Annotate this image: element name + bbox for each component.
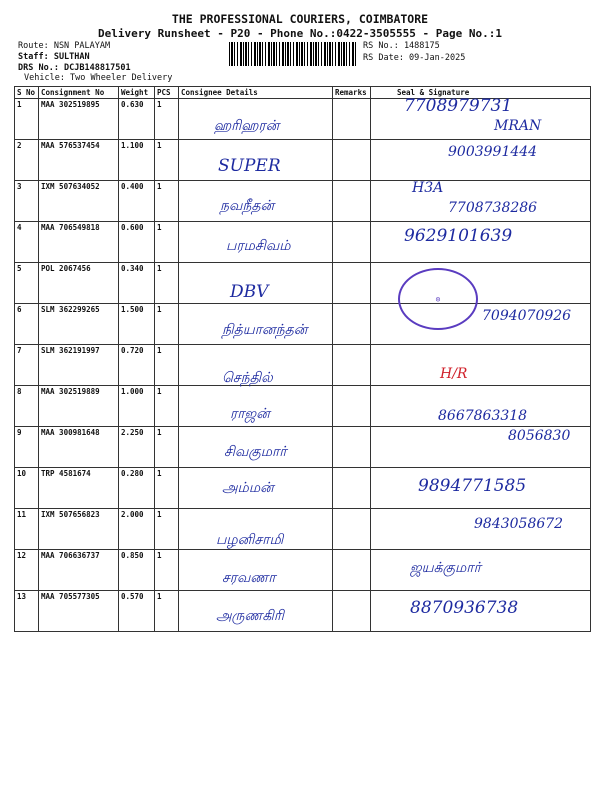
barcode [229, 42, 357, 66]
cell-consignment-no: MAA 300981648 [39, 427, 119, 468]
cell-pcs: 1 [155, 181, 179, 222]
col-sno: S No [15, 87, 39, 99]
cell-sno: 4 [15, 222, 39, 263]
handwritten-consignee-3: நவநீதன் [220, 198, 275, 214]
cell-pcs: 1 [155, 509, 179, 550]
cell-weight: 1.500 [119, 304, 155, 345]
cell-weight: 2.250 [119, 427, 155, 468]
cell-sno: 3 [15, 181, 39, 222]
cell-sno: 5 [15, 263, 39, 304]
col-consignee-details: Consignee Details [179, 87, 333, 99]
cell-consignment-no: IXM 507634052 [39, 181, 119, 222]
col-pcs: PCS [155, 87, 179, 99]
cell-remarks [333, 509, 371, 550]
cell-remarks [333, 427, 371, 468]
col-seal-signature: Seal & Signature [371, 87, 591, 99]
cell-weight: 0.850 [119, 550, 155, 591]
cell-consignment-no: SLM 362191997 [39, 345, 119, 386]
handwritten-consignee-8: ராஜன் [230, 406, 270, 422]
table-row [15, 427, 591, 468]
handwritten-consignee-9: சிவகுமார் [224, 444, 287, 460]
cell-weight: 0.280 [119, 468, 155, 509]
handwritten-phone-11: 9843058672 [474, 516, 564, 532]
cell-remarks [333, 386, 371, 427]
cell-sno: 10 [15, 468, 39, 509]
handwritten-sign-1: MRAN [494, 118, 542, 134]
handwritten-consignee-7: செந்தில் [222, 370, 273, 386]
rs-number: RS No.: 1488175 [363, 41, 440, 51]
route-label: Route: NSN PALAYAM [18, 41, 111, 51]
table-row [15, 550, 591, 591]
cell-pcs: 1 [155, 345, 179, 386]
cell-consignment-no: MAA 706636737 [39, 550, 119, 591]
handwritten-phone-8: 8667863318 [438, 408, 528, 424]
handwritten-phone-9: 8056830 [508, 428, 571, 444]
table-row [15, 263, 591, 304]
cell-remarks [333, 140, 371, 181]
handwritten-consignee-11: பழனிசாமி [216, 532, 284, 548]
cell-consignment-no: MAA 576537454 [39, 140, 119, 181]
cell-pcs: 1 [155, 263, 179, 304]
col-weight: Weight [119, 87, 155, 99]
cell-sno: 2 [15, 140, 39, 181]
cell-pcs: 1 [155, 591, 179, 632]
table-row [15, 345, 591, 386]
cell-consignment-no: POL 2067456 [39, 263, 119, 304]
cell-pcs: 1 [155, 99, 179, 140]
cell-remarks [333, 345, 371, 386]
cell-pcs: 1 [155, 550, 179, 591]
cell-pcs: 1 [155, 304, 179, 345]
delivery-stamp: ◎ [398, 268, 478, 330]
drs-label: DRS No.: DCJB148817501 [18, 63, 131, 73]
cell-sno: 6 [15, 304, 39, 345]
handwritten-consignee-10: அம்மன் [222, 480, 274, 496]
cell-remarks [333, 591, 371, 632]
cell-sno: 12 [15, 550, 39, 591]
cell-sno: 1 [15, 99, 39, 140]
handwritten-phone-6: 7094070926 [482, 308, 572, 324]
handwritten-consignee-4: பரமசிவம் [226, 238, 291, 254]
handwritten-phone-4: 9629101639 [404, 226, 513, 246]
cell-sno: 11 [15, 509, 39, 550]
cell-consignment-no: SLM 362299265 [39, 304, 119, 345]
cell-remarks [333, 550, 371, 591]
cell-consignment-no: MAA 302519889 [39, 386, 119, 427]
cell-weight: 0.630 [119, 99, 155, 140]
cell-consignment-no: MAA 706549818 [39, 222, 119, 263]
cell-weight: 1.100 [119, 140, 155, 181]
handwritten-consignee-1: ஹரிஹரன் [214, 118, 280, 134]
handwritten-phone-1: 7708979731 [404, 96, 513, 116]
cell-weight: 0.340 [119, 263, 155, 304]
handwritten-phone-3: 7708738286 [448, 200, 538, 216]
col-remarks: Remarks [333, 87, 371, 99]
cell-remarks [333, 222, 371, 263]
cell-pcs: 1 [155, 427, 179, 468]
cell-remarks [333, 263, 371, 304]
cell-consignment-no: MAA 302519895 [39, 99, 119, 140]
handwritten-consignee-5: DBV [230, 282, 269, 302]
handwritten-remark-7: H/R [440, 366, 468, 382]
cell-consignment-no: MAA 705577305 [39, 591, 119, 632]
cell-sno: 9 [15, 427, 39, 468]
cell-remarks [333, 468, 371, 509]
rs-date: RS Date: 09-Jan-2025 [363, 53, 466, 63]
cell-remarks [333, 304, 371, 345]
handwritten-phone-13: 8870936738 [410, 598, 519, 618]
cell-weight: 2.000 [119, 509, 155, 550]
handwritten-consignee-2: SUPER [218, 156, 281, 176]
cell-remarks [333, 181, 371, 222]
handwritten-sign-12: ஜயக்குமார் [410, 560, 481, 576]
cell-pcs: 1 [155, 468, 179, 509]
cell-weight: 0.600 [119, 222, 155, 263]
handwritten-consignee-12: சரவணா [222, 570, 276, 586]
cell-pcs: 1 [155, 140, 179, 181]
col-consignment-no: Consignment No [39, 87, 119, 99]
cell-consignment-no: TRP 4581674 [39, 468, 119, 509]
cell-weight: 0.720 [119, 345, 155, 386]
runsheet-subtitle: Delivery Runsheet - P20 - Phone No.:0422-3505555 - Page No.:1 [98, 27, 502, 40]
handwritten-consignee-13: அருணகிரி [216, 608, 284, 624]
runsheet-table [14, 86, 591, 632]
vehicle-label: Vehicle: Two Wheeler Delivery [24, 73, 173, 83]
handwritten-phone-10: 9894771585 [418, 476, 527, 496]
cell-pcs: 1 [155, 222, 179, 263]
cell-remarks [333, 99, 371, 140]
handwritten-phone-2: 9003991444 [448, 144, 538, 160]
cell-weight: 0.570 [119, 591, 155, 632]
cell-pcs: 1 [155, 386, 179, 427]
handwritten-sign-3: H3A [412, 180, 444, 196]
cell-seal-signature [371, 345, 591, 386]
cell-consignment-no: IXM 507656823 [39, 509, 119, 550]
cell-sno: 8 [15, 386, 39, 427]
cell-weight: 0.400 [119, 181, 155, 222]
company-title: THE PROFESSIONAL COURIERS, COIMBATORE [171, 12, 429, 26]
cell-weight: 1.000 [119, 386, 155, 427]
handwritten-consignee-6: நித்யானந்தன் [222, 322, 308, 338]
staff-label: Staff: SULTHAN [18, 52, 90, 62]
cell-sno: 13 [15, 591, 39, 632]
cell-sno: 7 [15, 345, 39, 386]
